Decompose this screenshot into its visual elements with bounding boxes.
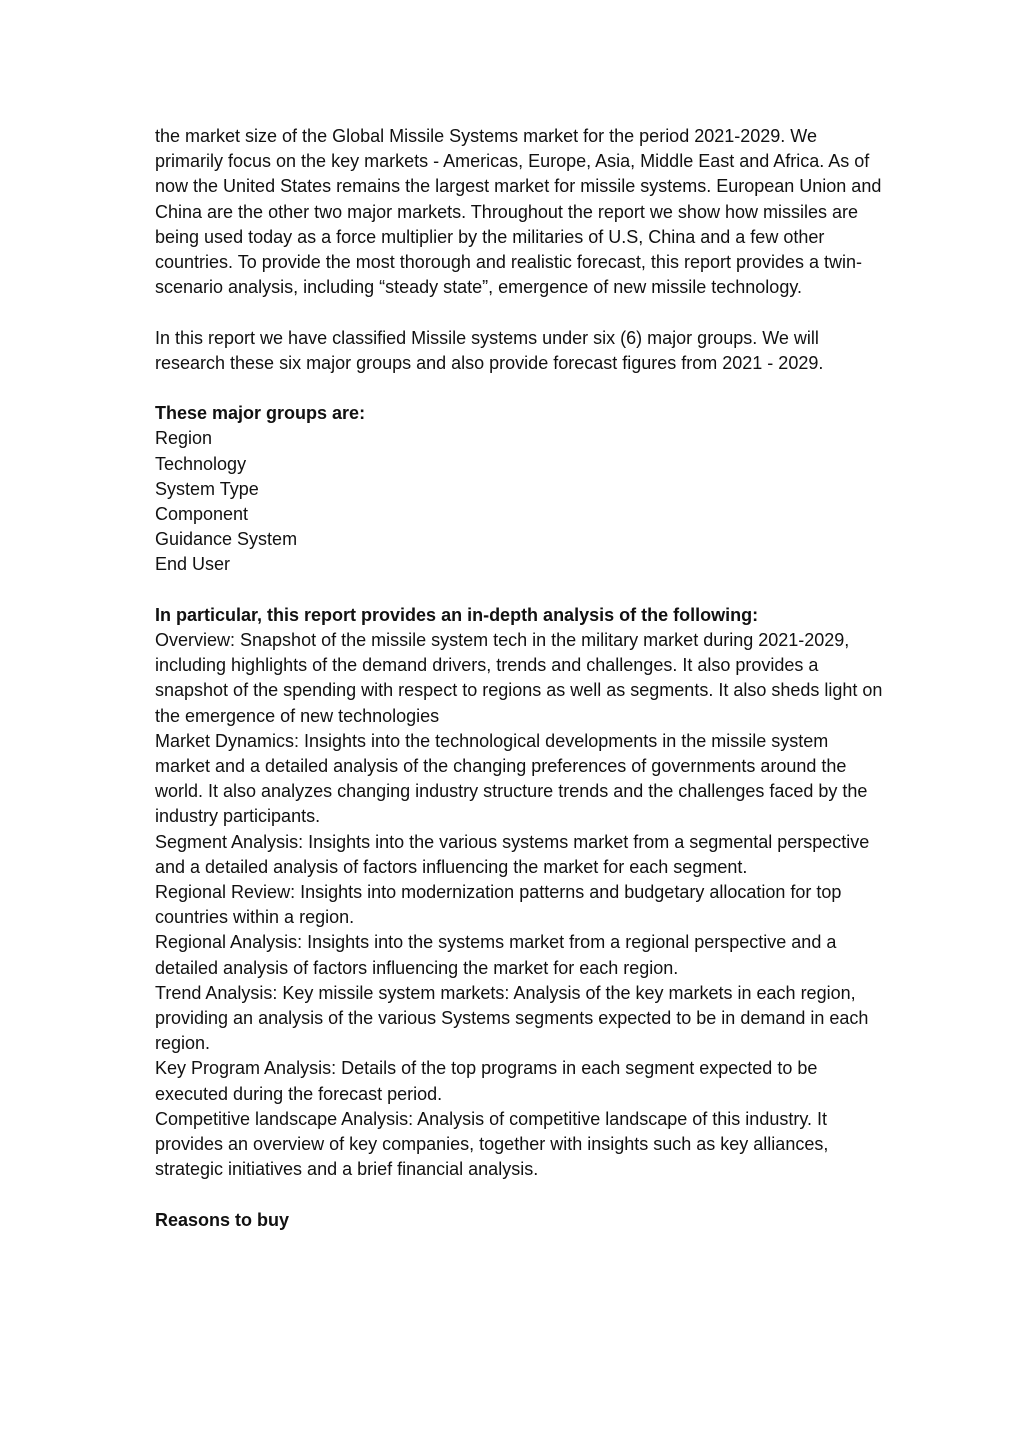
group-item: End User: [155, 554, 231, 575]
reasons-heading: Reasons to buy: [155, 1209, 290, 1230]
group-item: System Type: [155, 478, 259, 499]
group-item: Technology: [155, 453, 247, 474]
analysis-item: Regional Analysis: Insights into the systems market from a regional perspective and a detailed analysis of factors influencing the market for each region.: [155, 932, 837, 978]
analysis-list: [155, 628, 885, 1182]
groups-list: [155, 426, 885, 577]
group-item: Component: [155, 504, 249, 525]
analysis-item: Market Dynamics: Insights into the technological developments in the missile system market and a detailed analysis of the changing preferences of governments around the world. It also analyzes changing industry structure trends and the challenges faced by the industry participants.: [155, 730, 868, 827]
spacer: [155, 578, 885, 603]
analysis-item: Competitive landscape Analysis: Analysis of competitive landscape of this industry. It provides an overview of key companies, together with insights such as key alliances, strategic initiatives and a brief financial analysis.: [155, 1108, 829, 1180]
analysis-item: Trend Analysis: Key missile system markets: Analysis of the key markets in each region, providing an analysis of the various Systems segments expected to be in demand in each region.: [155, 982, 869, 1054]
analysis-item: Overview: Snapshot of the missile system tech in the military market during 2021-2029, including highlights of the demand drivers, trends and challenges. It also provides a snapshot of the spending with respect to regions as well as segments. It also sheds light on the emergence of new technologies: [155, 630, 883, 726]
document-page: [155, 124, 885, 1233]
analysis-heading: In particular, this report provides an in-depth analysis of the following:: [155, 604, 759, 625]
classification-paragraph: In this report we have classified Missile systems under six (6) major groups. We will research these six major groups and also provide forecast figures from 2021 - 2029.: [155, 327, 824, 373]
analysis-item: Key Program Analysis: Details of the top programs in each segment expected to be executed during the forecast period.: [155, 1058, 818, 1104]
group-item: Region: [155, 428, 213, 449]
groups-heading: These major groups are:: [155, 403, 366, 424]
spacer: [155, 376, 885, 401]
group-item: Guidance System: [155, 529, 298, 550]
spacer: [155, 300, 885, 325]
spacer: [155, 1182, 885, 1207]
analysis-item: Regional Review: Insights into modernization patterns and budgetary allocation for top countries within a region.: [155, 882, 842, 928]
analysis-item: Segment Analysis: Insights into the various systems market from a segmental perspective and a detailed analysis of factors influencing the market for each segment.: [155, 831, 870, 877]
intro-paragraph: the market size of the Global Missile Systems market for the period 2021-2029. We primarily focus on the key markets - Americas, Europe, Asia, Middle East and Africa. As of now the United States remains the largest market for missile systems. European Union and China are the other two major markets. Throughout the report we show how missiles are being used today as a force multiplier by the militaries of U.S, China and a few other countries. To provide the most thorough and realistic forecast, this report provides a twin-scenario analysis, including “steady state”, emergence of new missile technology.: [155, 126, 882, 298]
